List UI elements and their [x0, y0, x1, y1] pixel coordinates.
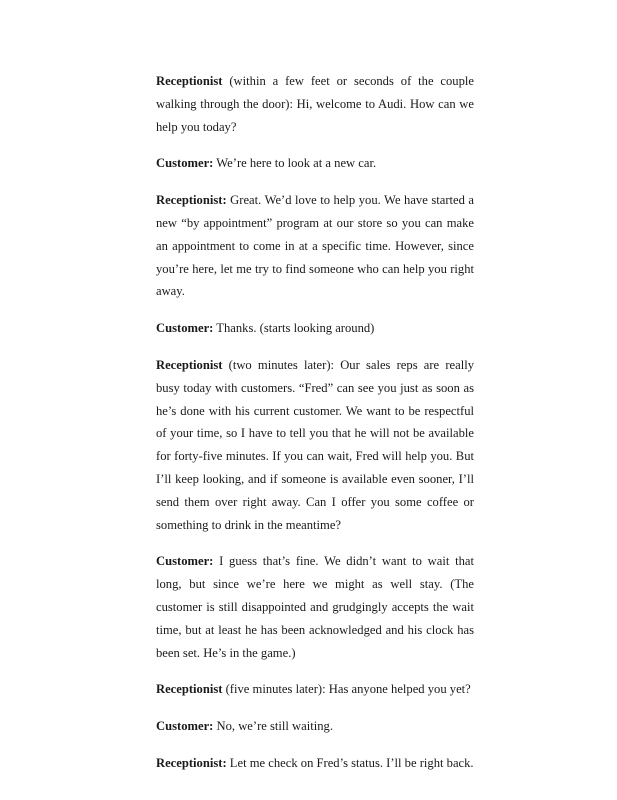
dialogue-text: Let me check on Fred’s status. I’ll be right back. [226, 755, 474, 770]
dialogue-text: Great. We’d love to help you. We have started a new “by appointment” program at our store so you can make an appointment to come in at a specific time. However, since you’re here, let me try to find someone who can help you right away. [156, 193, 474, 299]
dialogue-text: (within a few feet or seconds of the couple walking through the door): Hi, welcome to Audi. How can we help you today? [156, 74, 474, 134]
dialogue-paragraph [156, 715, 474, 738]
speaker-label: Receptionist [156, 682, 223, 697]
dialogue-paragraph [156, 317, 474, 340]
speaker-label: Receptionist [156, 357, 223, 372]
dialogue-paragraph [156, 152, 474, 175]
dialogue-paragraph [156, 70, 474, 138]
dialogue-paragraph [156, 354, 474, 536]
document-page [156, 70, 474, 789]
speaker-label: Receptionist: [156, 193, 227, 208]
dialogue-paragraph [156, 550, 474, 664]
dialogue-text: (five minutes later): Has anyone helped you yet? [222, 682, 471, 697]
dialogue-text: Thanks. (starts looking around) [213, 321, 375, 336]
speaker-label: Customer: [156, 554, 214, 569]
dialogue-text: We’re here to look at a new car. [213, 156, 377, 171]
speaker-label: Receptionist [156, 74, 223, 88]
dialogue-text: I guess that’s fine. We didn’t want to wait that long, but since we’re here we might as well stay. (The customer is still disappointed and grudgingly accepts the wait time, but at least he has been acknowledged and his clock has been set. He’s in the game.) [156, 554, 474, 660]
dialogue-paragraph [156, 189, 474, 303]
speaker-label: Customer: [156, 321, 214, 336]
dialogue-text: (two minutes later): Our sales reps are really busy today with customers. “Fred” can see you just as soon as he’s done with his current customer. We want to be respectful of your time, so I have to tell you that he will not be available for forty-five minutes. If you can wait, Fred will help you. But I’ll keep looking, and if someone is available even sooner, I’ll send them over right away. Can I offer you some coffee or something to drink in the meantime? [156, 357, 474, 532]
dialogue-text: No, we’re still waiting. [213, 719, 333, 734]
dialogue-paragraph [156, 752, 474, 775]
speaker-label: Customer: [156, 719, 214, 734]
dialogue-paragraph [156, 678, 474, 701]
speaker-label: Receptionist: [156, 755, 227, 770]
speaker-label: Customer: [156, 156, 214, 171]
